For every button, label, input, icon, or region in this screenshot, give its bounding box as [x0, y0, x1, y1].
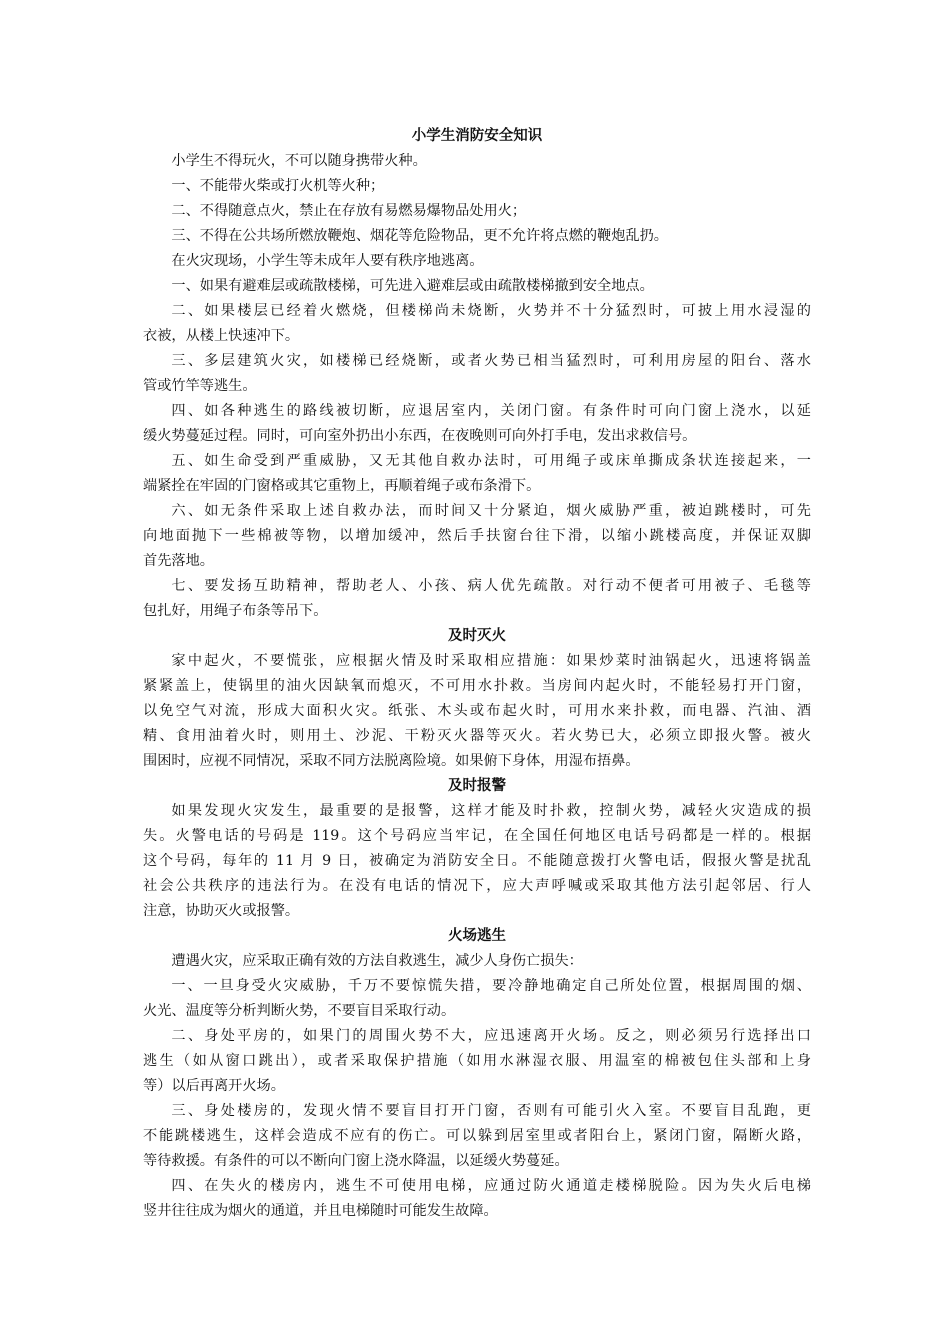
- text-line: 家中起火，不要慌张，应根据火情及时采取相应措施：如果炒菜时油锅起火，迅速将锅盖: [171, 653, 811, 669]
- heading-escape: 火场逃生: [448, 928, 506, 944]
- paragraph: [143, 199, 811, 224]
- text-line: 六、如无条件采取上述自救办法，而时间又十分紧迫，烟火威胁严重，被迫跳楼时，可先: [171, 503, 811, 519]
- paragraph: [143, 174, 811, 199]
- text-line: 等待救援。有条件的可以不断向门窗上浇水降温，以延缓火势蔓延。: [143, 1153, 569, 1169]
- paragraph: [143, 249, 811, 274]
- paragraph: [143, 274, 811, 299]
- text-line: 包扎好，用绳子布条等吊下。: [143, 603, 328, 619]
- paragraph: [143, 1174, 811, 1224]
- paragraph: [143, 799, 811, 924]
- paragraph: [143, 224, 811, 249]
- paragraph: [143, 649, 811, 774]
- text-line: 七、要发扬互助精神，帮助老人、小孩、病人优先疏散。对行动不便者可用被子、毛毯等: [171, 578, 811, 594]
- paragraph: [143, 974, 811, 1024]
- text-line: 二、如果楼层已经着火燃烧，但楼梯尚未烧断，火势并不十分猛烈时，可披上用水浸湿的: [171, 303, 811, 319]
- text-line: 如果发现火灾发生，最重要的是报警，这样才能及时扑救，控制火势，减轻火灾造成的损: [171, 803, 811, 819]
- paragraph: [143, 574, 811, 624]
- heading-extinguish: 及时灭火: [448, 628, 506, 644]
- text-line: 围困时，应视不同情况，采取不同方法脱离险境。如果俯下身体，用湿布捂鼻。: [143, 753, 640, 769]
- text-line: 五、如生命受到严重威胁，又无其他自救办法时，可用绳子或床单撕成条状连接起来，一: [171, 453, 811, 469]
- text-line: 四、如各种逃生的路线被切断，应退居室内，关闭门窗。有条件时可向门窗上浇水，以延: [171, 403, 811, 419]
- section-3: [143, 799, 811, 924]
- text-line: 二、不得随意点火，禁止在存放有易燃易爆物品处用火；: [171, 203, 527, 219]
- paragraph: [143, 1099, 811, 1174]
- text-line: 三、多层建筑火灾，如楼梯已经烧断，或者火势已相当猛烈时，可利用房屋的阳台、落水: [171, 353, 811, 369]
- heading-alarm: 及时报警: [448, 778, 506, 794]
- section-1: [143, 149, 811, 624]
- paragraph: [143, 299, 811, 349]
- paragraph: [143, 1024, 811, 1099]
- text-line: 精、食用油着火时，则用土、沙泥、干粉灭火器等灭火。若火势已大，必须立即报火警。被火: [143, 728, 811, 744]
- paragraph: [143, 149, 811, 174]
- text-line: 等）以后再离开火场。: [143, 1078, 285, 1094]
- text-line: 首先落地。: [143, 553, 214, 569]
- text-line: 逃生（如从窗口跳出），或者采取保护措施（如用水淋湿衣服、用温室的棉被包住头部和上身: [143, 1053, 811, 1069]
- paragraph: [143, 349, 811, 399]
- text-line: 这个号码，每年的 11 月 9 日，被确定为消防安全日。不能随意拨打火警电话，假报火警是扰乱: [143, 853, 811, 869]
- text-line: 注意，协助灭火或报警。: [143, 903, 300, 919]
- text-line: 三、不得在公共场所燃放鞭炮、烟花等危险物品，更不允许将点燃的鞭炮乱扔。: [171, 228, 668, 244]
- document-page: [143, 124, 811, 1224]
- text-line: 向地面抛下一些棉被等物，以增加缓冲，然后手扶窗台往下滑，以缩小跳楼高度，并保证双脚: [143, 528, 811, 544]
- document-title: 小学生消防安全知识: [411, 128, 543, 144]
- text-line: 不能跳楼逃生，这样会造成不应有的伤亡。可以躲到居室里或者阳台上，紧闭门窗，隔断火路，: [143, 1128, 811, 1144]
- text-line: 社会公共秩序的违法行为。在没有电话的情况下，应大声呼喊或采取其他方法引起邻居、行人: [143, 878, 811, 894]
- text-line: 遭遇火灾，应采取正确有效的方法自救逃生，减少人身伤亡损失：: [171, 953, 583, 969]
- text-line: 端紧拴在牢固的门窗格或其它重物上，再顺着绳子或布条滑下。: [143, 478, 541, 494]
- text-line: 小学生不得玩火，不可以随身携带火种。: [171, 153, 427, 169]
- paragraph: [143, 449, 811, 499]
- paragraph: [143, 399, 811, 449]
- text-line: 缓火势蔓延过程。同时，可向室外扔出小东西，在夜晚则可向外打手电，发出求救信号。: [143, 428, 697, 444]
- paragraph: [143, 949, 811, 974]
- text-line: 以免空气对流，形成大面积火灾。纸张、木头或布起火时，可用水来扑救，而电器、汽油、酒: [143, 703, 811, 719]
- text-line: 三、身处楼房的，发现火情不要盲目打开门窗，否则有可能引火入室。不要盲目乱跑，更: [171, 1103, 811, 1119]
- text-line: 管或竹竿等逃生。: [143, 378, 257, 394]
- paragraph: [143, 499, 811, 574]
- text-line: 紧紧盖上，使锅里的油火因缺氧而熄灭，不可用水扑救。当房间内起火时，不能轻易打开门窗，: [143, 678, 811, 694]
- text-line: 竖井往往成为烟火的通道，并且电梯随时可能发生故障。: [143, 1203, 498, 1219]
- text-line: 在火灾现场，小学生等未成年人要有秩序地逃离。: [171, 253, 484, 269]
- text-line: 四、在失火的楼房内，逃生不可使用电梯，应通过防火通道走楼梯脱险。因为失火后电梯: [171, 1178, 811, 1194]
- section-4: [143, 949, 811, 1224]
- text-line: 衣被，从楼上快速冲下。: [143, 328, 300, 344]
- text-line: 失。火警电话的号码是 119。这个号码应当牢记，在全国任何地区电话号码都是一样的。根据: [143, 828, 811, 844]
- text-line: 火光、温度等分析判断火势，不要盲目采取行动。: [143, 1003, 456, 1019]
- text-line: 一、一旦身受火灾威胁，千万不要惊慌失措，要冷静地确定自己所处位置，根据周围的烟、: [171, 978, 811, 994]
- text-line: 一、不能带火柴或打火机等火种；: [171, 178, 385, 194]
- section-2: [143, 649, 811, 774]
- text-line: 一、如果有避难层或疏散楼梯，可先进入避难层或由疏散楼梯撤到安全地点。: [171, 278, 654, 294]
- text-line: 二、身处平房的，如果门的周围火势不大，应迅速离开火场。反之，则必须另行选择出口: [171, 1028, 811, 1044]
